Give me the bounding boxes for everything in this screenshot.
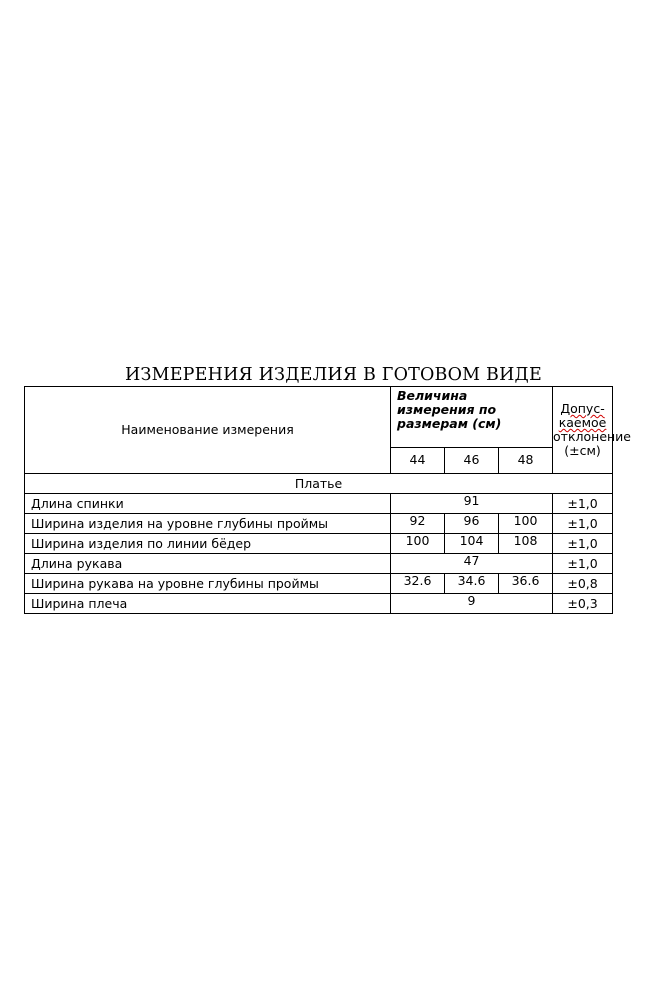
row-value-44: 100 (391, 534, 445, 554)
table-row (25, 534, 613, 554)
table-row (25, 514, 613, 534)
row-tolerance: ±1,0 (553, 534, 613, 554)
row-value-44: 32.6 (391, 574, 445, 594)
size-48: 48 (499, 447, 553, 473)
row-value-merged: 47 (391, 554, 553, 574)
tolerance-line-3: отклонение (553, 429, 631, 444)
row-tolerance: ±1,0 (553, 514, 613, 534)
table-row (25, 554, 613, 574)
table-row (25, 594, 613, 614)
row-value-46: 96 (445, 514, 499, 534)
row-name: Ширина рукава на уровне глубины проймы (25, 574, 391, 594)
row-tolerance: ±0,3 (553, 594, 613, 614)
row-name: Длина рукава (25, 554, 391, 574)
row-tolerance: ±1,0 (553, 554, 613, 574)
size-44: 44 (391, 447, 445, 473)
table-header-row (25, 387, 613, 448)
measurements-table (24, 386, 631, 614)
row-value-44: 92 (391, 514, 445, 534)
row-name: Длина спинки (25, 494, 391, 514)
row-value-48: 108 (499, 534, 553, 554)
row-name: Ширина плеча (25, 594, 391, 614)
row-value-merged: 91 (391, 494, 553, 514)
table-row (25, 574, 613, 594)
row-tolerance: ±1,0 (553, 494, 613, 514)
table-row (25, 494, 613, 514)
row-value-merged: 9 (391, 594, 553, 614)
page-title: ИЗМЕРЕНИЯ ИЗДЕЛИЯ В ГОТОВОМ ВИДЕ (125, 365, 542, 385)
row-value-48: 100 (499, 514, 553, 534)
row-value-48: 36.6 (499, 574, 553, 594)
section-label: Платье (25, 474, 613, 494)
column-header-tolerance (553, 387, 631, 474)
tolerance-line-1: Допус- (560, 401, 605, 416)
row-value-46: 34.6 (445, 574, 499, 594)
row-value-46: 104 (445, 534, 499, 554)
size-46: 46 (445, 447, 499, 473)
tolerance-line-4: (±см) (564, 443, 601, 458)
column-header-name: Наименование измерения (25, 387, 391, 474)
tolerance-line-2: каемое (558, 415, 607, 430)
section-row (25, 474, 613, 494)
row-tolerance: ±0,8 (553, 574, 613, 594)
column-header-sizes: Величина измерения по размерам (см) (391, 387, 553, 448)
row-name: Ширина изделия на уровне глубины проймы (25, 514, 391, 534)
row-name: Ширина изделия по линии бёдер (25, 534, 391, 554)
